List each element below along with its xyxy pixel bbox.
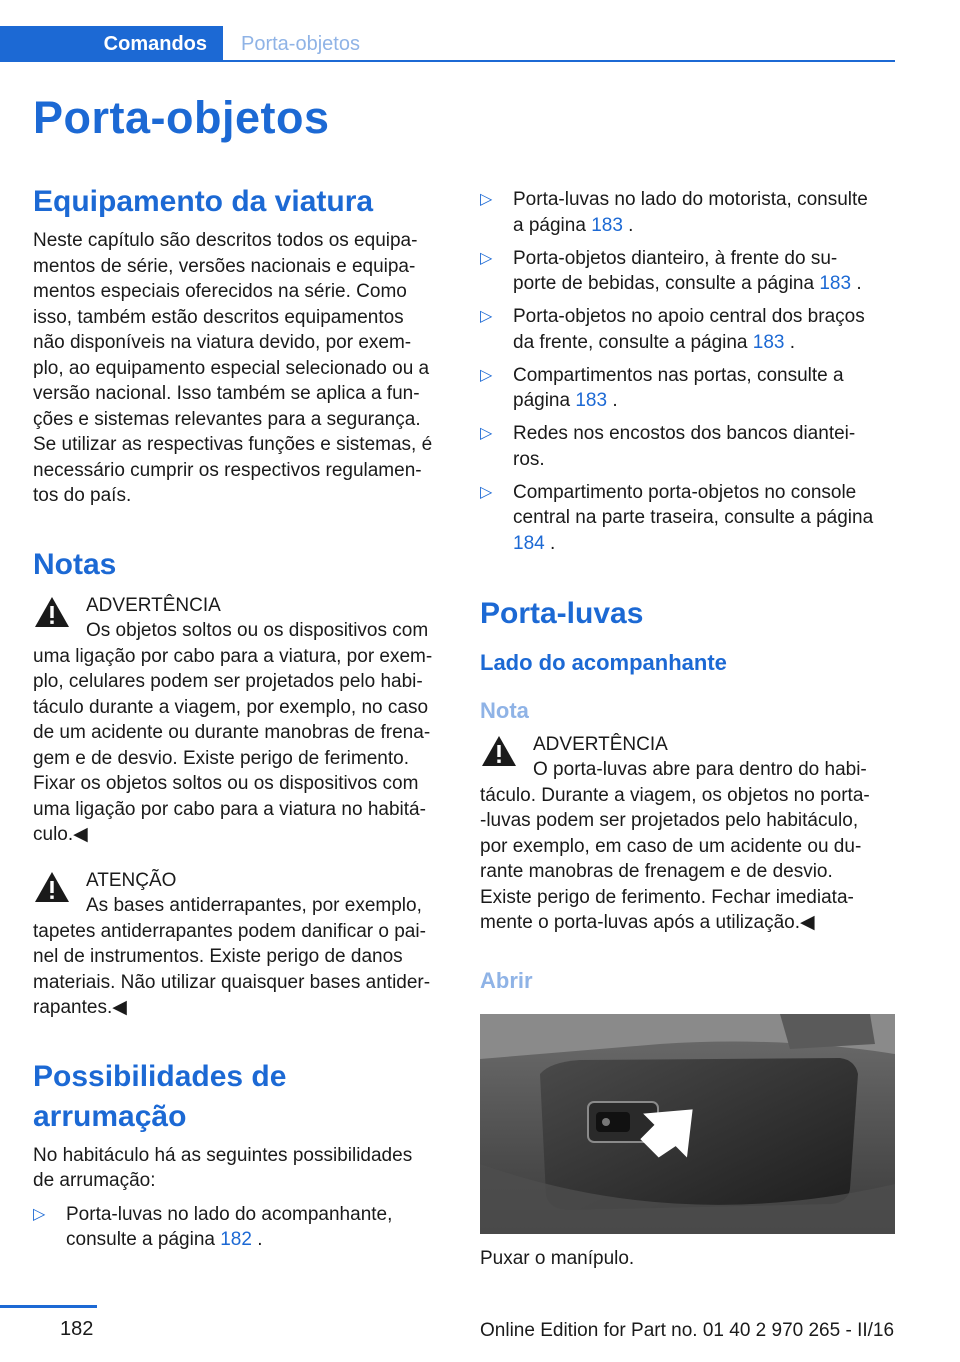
text-line: Existe perigo de ferimento. Fechar imediata‐ xyxy=(480,886,854,908)
triangle-bullet-icon: ▷ xyxy=(480,425,493,442)
storage-list-continued xyxy=(480,187,895,556)
item-text: . xyxy=(251,1229,263,1250)
heading-abrir: Abrir xyxy=(480,967,533,993)
photo-caption: Puxar o manípulo. xyxy=(480,1247,635,1269)
list-item xyxy=(480,187,895,238)
item-text: . xyxy=(784,331,796,353)
warning-box-porta-luvas xyxy=(480,732,895,936)
text-line: Os objetos soltos ou os dispositivos com xyxy=(86,620,429,641)
text-line: Neste capítulo são descritos todos os equipa‐ xyxy=(33,230,418,251)
text-line: -luvas podem ser projetados pelo habitáculo, xyxy=(480,810,859,831)
item-text: da frente, consulte a página xyxy=(513,331,753,353)
glovebox-photo xyxy=(480,1014,895,1234)
text-line: mentos de série, versões nacionais e equipa‐ xyxy=(33,255,416,277)
text-line: nel de instrumentos. Existe perigo de danos xyxy=(33,946,403,967)
triangle-bullet-icon: ▷ xyxy=(480,308,493,325)
page-link[interactable]: 183 xyxy=(591,214,623,236)
page-link[interactable]: 184 xyxy=(513,532,545,554)
page-link[interactable]: 182 xyxy=(220,1229,252,1250)
list-item xyxy=(480,246,895,297)
item-line: Redes nos encostos dos bancos diantei‐ xyxy=(513,423,856,444)
list-item xyxy=(480,304,895,355)
item-line xyxy=(513,330,895,356)
heading-notas: Notas xyxy=(33,547,117,581)
text-line: culo.◀ xyxy=(33,824,88,845)
equipamento-text xyxy=(33,228,448,509)
warning-title: ADVERTÊNCIA xyxy=(86,594,221,616)
item-line xyxy=(513,388,895,414)
text-line: uma ligação por cabo para a viatura no habitá‐ xyxy=(33,798,426,820)
text-line: necessário cumprir os respectivos regulamen‐ xyxy=(33,459,422,481)
item-text: . xyxy=(607,390,618,411)
text-line: de arrumação: xyxy=(33,1170,156,1191)
text-line: Se utilizar as respectivas funções e sistemas, é xyxy=(33,434,433,455)
warning-icon xyxy=(480,734,518,768)
text-line: táculo. Durante a viagem, os objetos no porta‐ xyxy=(480,784,870,806)
list-item xyxy=(480,480,895,557)
header-bar xyxy=(0,0,960,62)
text-line: por exemplo, em caso de um acidente ou du‐ xyxy=(480,835,862,857)
heading-porta-luvas: Porta-luvas xyxy=(480,596,644,630)
left-column xyxy=(33,182,448,1260)
list-item xyxy=(480,421,895,472)
text-line: rapantes.◀ xyxy=(33,997,127,1018)
header-rule xyxy=(0,60,895,62)
item-line: Compartimento porta-objetos no console xyxy=(513,481,857,503)
item-line: Porta-objetos no apoio central dos braços xyxy=(513,306,865,327)
warning-title: ADVERTÊNCIA xyxy=(533,733,668,755)
text-line: tos do país. xyxy=(33,485,132,506)
warning-box-advertencia xyxy=(33,593,448,848)
text-line: táculo durante a viagem, por exemplo, no caso xyxy=(33,696,429,718)
storage-list xyxy=(33,1202,448,1253)
text-line: O porta-luvas abre para dentro do habi‐ xyxy=(533,759,867,780)
possibilidades-intro xyxy=(33,1143,448,1194)
edition-text: Online Edition for Part no. 01 40 2 970 265 - II/16 xyxy=(480,1320,895,1341)
list-item xyxy=(33,1202,448,1253)
page-link[interactable]: 183 xyxy=(819,273,852,294)
tab-porta-objetos[interactable]: Porta-objetos xyxy=(241,32,360,55)
text-line: mente o porta-luvas após a utilização.◀ xyxy=(480,912,815,933)
text-line: Fixar os objetos soltos ou os dispositivos com xyxy=(33,773,419,794)
item-line xyxy=(513,213,895,239)
item-line: Porta-objetos dianteiro, à frente do su‐ xyxy=(513,247,838,269)
item-line: central na parte traseira, consulte a página xyxy=(513,507,874,528)
warning-icon xyxy=(33,595,71,629)
text-line: versão nacional. Isso também se aplica a fun‐ xyxy=(33,383,420,404)
page-link[interactable]: 183 xyxy=(752,331,785,353)
item-text: . xyxy=(851,273,862,294)
item-line: Compartimentos nas portas, consulte a xyxy=(513,364,844,386)
triangle-bullet-icon: ▷ xyxy=(33,1205,46,1223)
text-line: plo, ao equipamento especial selecionado ou a xyxy=(33,357,430,379)
item-text: a página xyxy=(513,214,592,236)
text-line: de um acidente ou durante manobras de frena‐ xyxy=(33,722,431,743)
item-line: Porta-luvas no lado do motorista, consulte xyxy=(513,189,868,210)
triangle-bullet-icon: ▷ xyxy=(480,483,493,501)
page-number: 182 xyxy=(60,1318,94,1340)
text-line: mentos especiais oferecidos na série. Como xyxy=(33,281,407,302)
right-column xyxy=(480,187,895,1271)
item-text: consulte a página xyxy=(66,1229,221,1250)
warning-icon xyxy=(33,870,71,904)
list-item xyxy=(480,363,895,414)
item-line xyxy=(513,531,895,557)
heading-lado-acompanhante: Lado do acompanhante xyxy=(480,649,727,675)
heading-nota: Nota xyxy=(480,697,529,723)
item-text: . xyxy=(622,214,634,236)
triangle-bullet-icon: ▷ xyxy=(480,366,493,384)
page-title: Porta-objetos xyxy=(33,92,330,143)
item-line xyxy=(513,271,895,297)
text-line: As bases antiderrapantes, por exemplo, xyxy=(86,895,422,916)
item-line: Porta-luvas no lado do acompanhante, xyxy=(66,1203,393,1225)
text-line: materiais. Não utilizar quaisquer bases antider‐ xyxy=(33,971,431,993)
text-line: gem e de desvio. Existe perigo de ferimento. xyxy=(33,747,409,769)
text-line: plo, celulares podem ser projetados pelo habi‐ xyxy=(33,671,423,692)
text-line: isso, também estão descritos equipamentos xyxy=(33,306,404,328)
tab-comandos[interactable]: Comandos xyxy=(0,26,223,62)
item-line xyxy=(66,1227,448,1253)
text-line: não disponíveis na viatura devido, por exem‐ xyxy=(33,332,412,353)
text-line: uma ligação por cabo para a viatura, por exem‐ xyxy=(33,645,433,667)
text-line: rante manobras de frenagem e de desvio. xyxy=(480,861,833,882)
page-link[interactable]: 183 xyxy=(575,390,608,411)
triangle-bullet-icon: ▷ xyxy=(480,191,493,208)
text-line: No habitáculo há as seguintes possibilidades xyxy=(33,1144,413,1166)
item-line: ros. xyxy=(513,448,545,470)
warning-box-atencao xyxy=(33,868,448,1021)
triangle-bullet-icon: ▷ xyxy=(480,249,493,267)
text-line: ções e sistemas relevantes para a segurança. xyxy=(33,408,421,430)
item-text: porte de bebidas, consulte a página xyxy=(513,273,820,294)
heading-possibilidades: Possibilidades de arrumação xyxy=(33,1059,287,1133)
text-line: tapetes antiderrapantes podem danificar o pai‐ xyxy=(33,920,426,942)
warning-title: ATENÇÃO xyxy=(86,869,177,891)
heading-equipamento: Equipamento da viatura xyxy=(33,185,374,218)
footer-rule xyxy=(0,1305,97,1308)
item-text: página xyxy=(513,390,576,411)
item-text: . xyxy=(544,532,556,554)
